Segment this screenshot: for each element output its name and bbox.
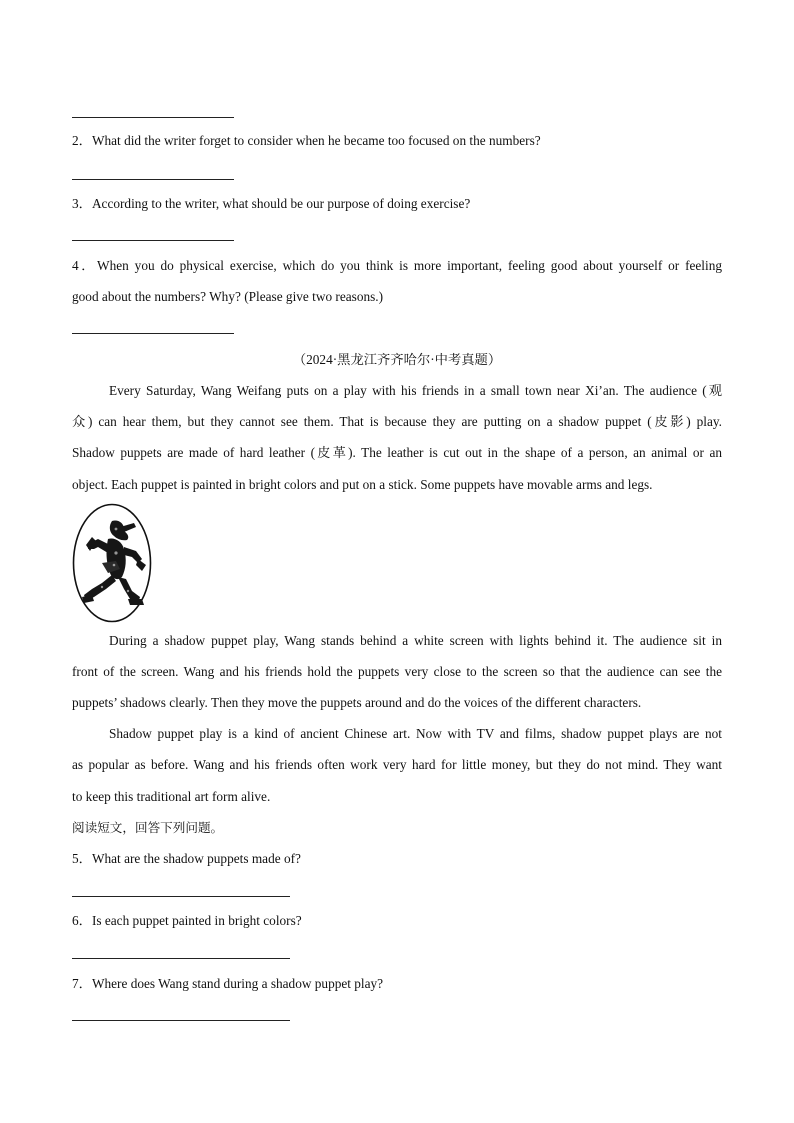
paragraph-2-line-2: front of the screen. Wang and his friends hold the puppets very close to the screen so that the audience can see the [72,664,722,679]
paragraph-1-line-4: object. Each puppet is painted in bright colors and put on a stick. Some puppets have movable arms and legs. [72,477,653,492]
paragraph-3-line-3: to keep this traditional art form alive. [72,789,271,804]
answer-line-4[interactable] [72,333,234,334]
paragraph-1-line-3: Shadow puppets are made of hard leather (皮革). The leather is cut out in the shape of a person, an animal or an [72,445,722,460]
question-7: 7．Where does Wang stand during a shadow puppet play? [72,976,384,991]
question-4-line-1: 4．When you do physical exercise, which do you think is more important, feeling good about yourself or feeling [72,258,722,273]
answer-line-6[interactable] [72,958,290,959]
answer-line-2[interactable] [72,179,234,180]
paragraph-1-line-1: Every Saturday, Wang Weifang puts on a play with his friends in a small town near Xi’an. The audience (观 [109,383,722,398]
passage-source: （2024·黑龙江齐齐哈尔·中考真题） [292,352,502,367]
paragraph-3-line-1: Shadow puppet play is a kind of ancient Chinese art. Now with TV and films, shadow puppet plays are not [109,726,722,741]
question-6: 6．Is each puppet painted in bright colors? [72,913,302,928]
question-4-line-2: good about the numbers? Why? (Please give two reasons.) [72,289,384,304]
paragraph-3-line-2: as popular as before. Wang and his friends often work very hard for little money, but they do not mind. They want [72,757,722,772]
paragraph-1-line-2: 众) can hear them, but they cannot see them. That is because they are putting on a shadow puppet (皮影) play. [72,414,722,429]
reading-instructions: 阅读短文，回答下列问题。 [72,820,224,835]
question-2: 2．What did the writer forget to consider when he became too focused on the numbers? [72,133,541,148]
shadow-puppet-image [72,503,152,623]
answer-line-5[interactable] [72,896,290,897]
question-5: 5．What are the shadow puppets made of? [72,851,301,866]
paragraph-2-line-3: puppets’ shadows clearly. Then they move the puppets around and do the voices of the different characters. [72,695,642,710]
question-3: 3．According to the writer, what should be our purpose of doing exercise? [72,196,471,211]
answer-line-1[interactable] [72,117,234,118]
answer-line-7[interactable] [72,1020,290,1021]
paragraph-2-line-1: During a shadow puppet play, Wang stands behind a white screen with lights behind it. The audience sit in [109,633,722,648]
answer-line-3[interactable] [72,240,234,241]
